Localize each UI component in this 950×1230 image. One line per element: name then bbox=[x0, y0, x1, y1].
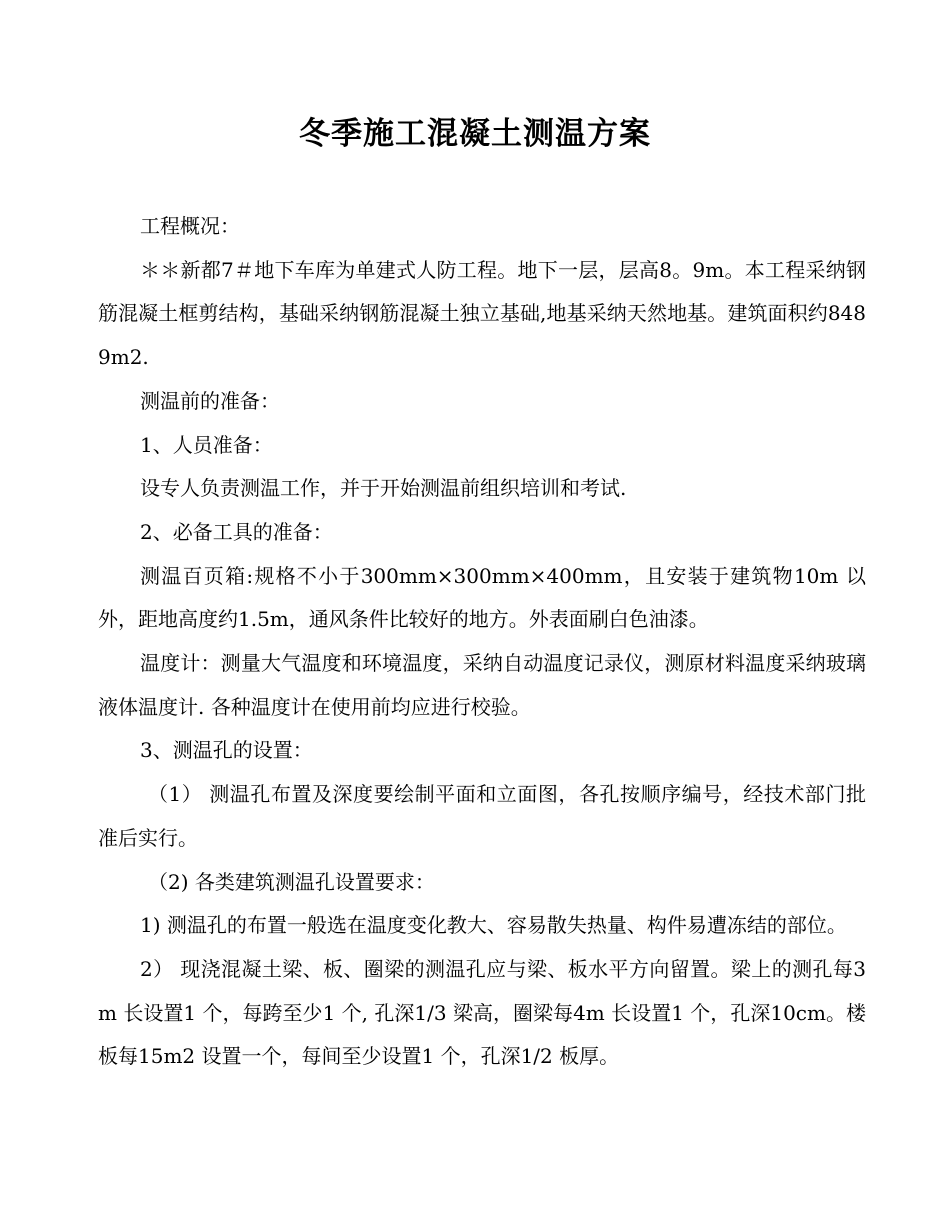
paragraph-louver-box: 测温百页箱:规格不小于300mm×300mm×400mm，且安装于建筑物10m 以外，距地高度约1.5m，通风条件比较好的地方。外表面刷白色油漆。 bbox=[98, 563, 866, 632]
paragraph-personnel-heading: 1、人员准备： bbox=[140, 432, 273, 457]
paragraph-holes-rule-2: 2） 现浇混凝土梁、板、圈梁的测温孔应与梁、板水平方向留置。梁上的测孔每3m 长设置1 个，每跨至少1 个, 孔深1/3 梁高，圈梁每4m 长设置1 个，孔深10cm。楼板每15m2 设置一个，每间至少设置1 个，孔深1/2 板厚。 bbox=[98, 956, 866, 1069]
document-title: 冬季施工混凝土测温方案 bbox=[299, 116, 651, 152]
paragraph-preparation-heading: 测温前的准备： bbox=[140, 388, 280, 413]
paragraph-thermometer: 温度计：测量大气温度和环境温度，采纳自动温度记录仪，测原材料温度采纳玻璃液体温度计. 各种温度计在使用前均应进行校验。 bbox=[98, 651, 866, 719]
paragraph-tools-heading: 2、必备工具的准备： bbox=[140, 519, 333, 544]
paragraph-project-overview-heading: 工程概况： bbox=[140, 214, 240, 238]
paragraph-personnel: 设专人负责测温工作，并于开始测温前组织培训和考试. bbox=[140, 476, 627, 501]
document-body bbox=[98, 205, 866, 1079]
paragraph-project-overview: ＊＊新都7＃地下车库为单建式人防工程。地下一层，层高8。9m。本工程采纳钢筋混凝土框剪结构，基础采纳钢筋混凝土独立基础,地基采纳天然地基。建筑面积约8489m2. bbox=[98, 257, 866, 370]
paragraph-holes-item-1: （1） 测温孔布置及深度要绘制平面和立面图，各孔按顺序编号，经技术部门批准后实行。 bbox=[98, 782, 866, 850]
paragraph-holes-rule-1: 1) 测温孔的布置一般选在温度变化教大、容易散失热量、构件易遭冻结的部位。 bbox=[140, 913, 847, 938]
paragraph-holes-heading: 3、测温孔的设置： bbox=[140, 738, 313, 763]
paragraph-holes-item-2-heading: （2) 各类建筑测温孔设置要求： bbox=[148, 869, 435, 894]
